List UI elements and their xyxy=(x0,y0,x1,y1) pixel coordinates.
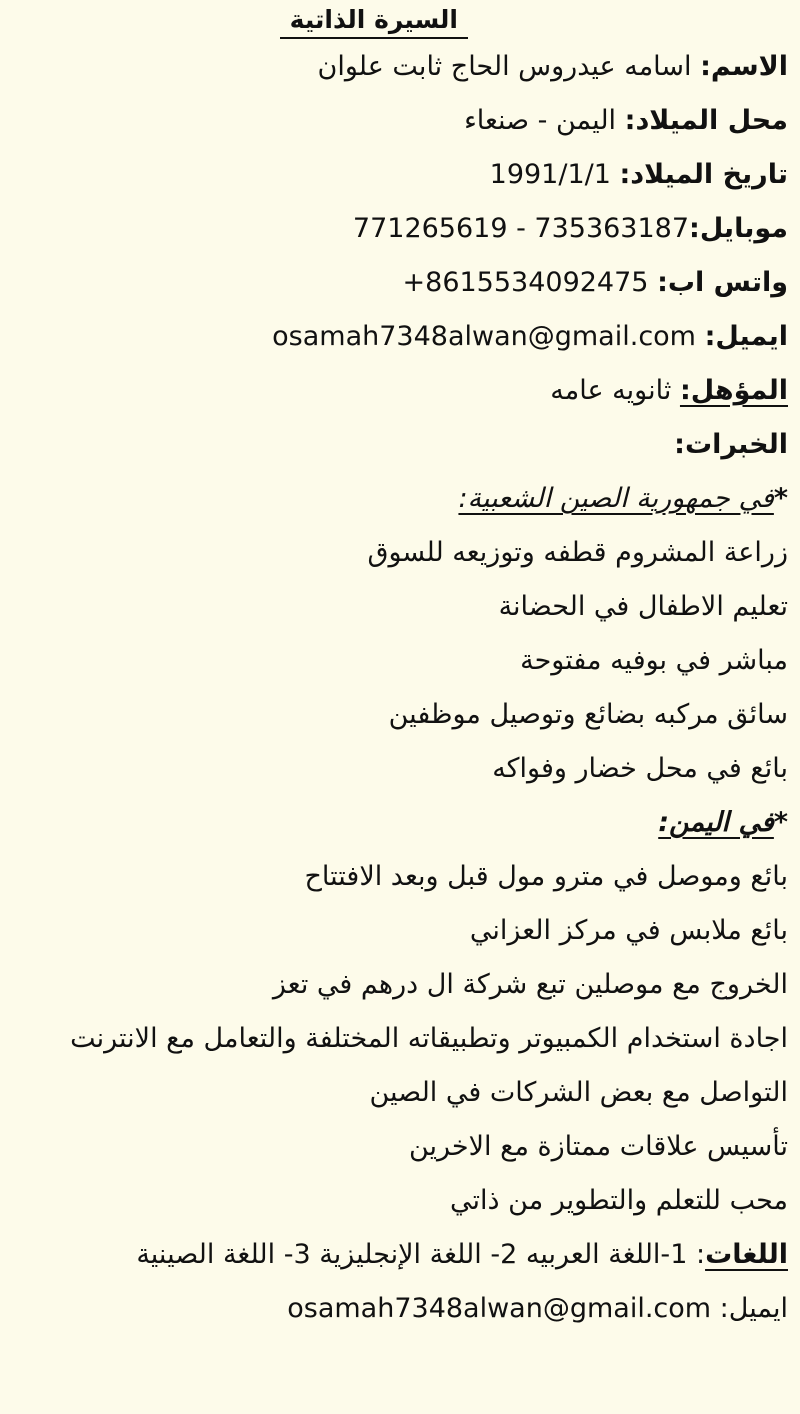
email-value: osamah7348alwan@gmail.com xyxy=(272,321,696,352)
languages-line xyxy=(10,1228,788,1282)
china-star: * xyxy=(773,483,788,514)
list-item: زراعة المشروم قطفه وتوزيعه للسوق xyxy=(367,537,788,568)
list-item: بائع ملابس في مركز العزاني xyxy=(469,915,788,946)
list-item: التواصل مع بعض الشركات في الصين xyxy=(369,1077,788,1108)
list-item: سائق مركبه بضائع وتوصيل موظفين xyxy=(388,699,788,730)
mobile-label: موبايل: xyxy=(689,213,788,244)
list-item: تأسيس علاقات ممتازة مع الاخرين xyxy=(408,1131,788,1162)
qualification-value: ثانويه عامه xyxy=(550,375,672,406)
whatsapp-value: +8615534092475 xyxy=(402,267,649,298)
list-item: مباشر في بوفيه مفتوحة xyxy=(520,645,788,676)
experience-heading: الخبرات: xyxy=(674,429,788,460)
name-line xyxy=(10,40,788,94)
name-value: اسامه عيدروس الحاج ثابت علوان xyxy=(317,51,692,82)
list-item: محب للتعلم والتطوير من ذاتي xyxy=(450,1185,788,1216)
list-item: الخروج مع موصلين تبع شركة ال درهم في تعز xyxy=(272,969,788,1000)
list-item: تعليم الاطفال في الحضانة xyxy=(498,591,788,622)
yemen-section-heading xyxy=(10,796,788,850)
title-row xyxy=(10,0,788,40)
birthplace-value: اليمن - صنعاء xyxy=(464,105,617,136)
whatsapp-label: واتس اب: xyxy=(657,267,788,298)
qualification-line xyxy=(10,364,788,418)
whatsapp-line xyxy=(10,256,788,310)
mobile-line xyxy=(10,202,788,256)
birthdate-value: 1991/1/1 xyxy=(489,159,611,190)
mobile-value: 771265619 - 735363187 xyxy=(352,213,690,244)
yemen-star: * xyxy=(773,807,788,838)
email-line xyxy=(10,310,788,364)
birthdate-label: تاريخ الميلاد: xyxy=(619,159,788,190)
china-section-heading xyxy=(10,472,788,526)
list-item: بائع في محل خضار وفواكه xyxy=(492,753,788,784)
footer-email-value: osamah7348alwan@gmail.com xyxy=(287,1293,712,1324)
yemen-section-label: في اليمن: xyxy=(658,807,774,838)
birthplace-line xyxy=(10,94,788,148)
name-label: الاسم: xyxy=(700,51,788,82)
list-item: اجادة استخدام الكمبيوتر وتطبيقاته المختلفة والتعامل مع الانترنت xyxy=(70,1023,788,1054)
footer-email-label: ايميل: xyxy=(719,1293,788,1324)
qualification-label: المؤهل: xyxy=(679,375,788,406)
footer-email-line xyxy=(10,1282,788,1336)
languages-label: اللغات xyxy=(705,1239,788,1270)
email-label: ايميل: xyxy=(704,321,788,352)
languages-value: : 1-اللغة العربيه 2- اللغة الإنجليزية 3- اللغة الصينية xyxy=(136,1239,706,1270)
china-section-label: في جمهورية الصين الشعبية: xyxy=(458,483,774,514)
birthplace-label: محل الميلاد: xyxy=(624,105,788,136)
experience-heading-line xyxy=(10,418,788,472)
birthdate-line xyxy=(10,148,788,202)
page-title: السيرة الذاتية xyxy=(280,3,468,39)
list-item: بائع وموصل في مترو مول قبل وبعد الافتتاح xyxy=(304,861,788,892)
